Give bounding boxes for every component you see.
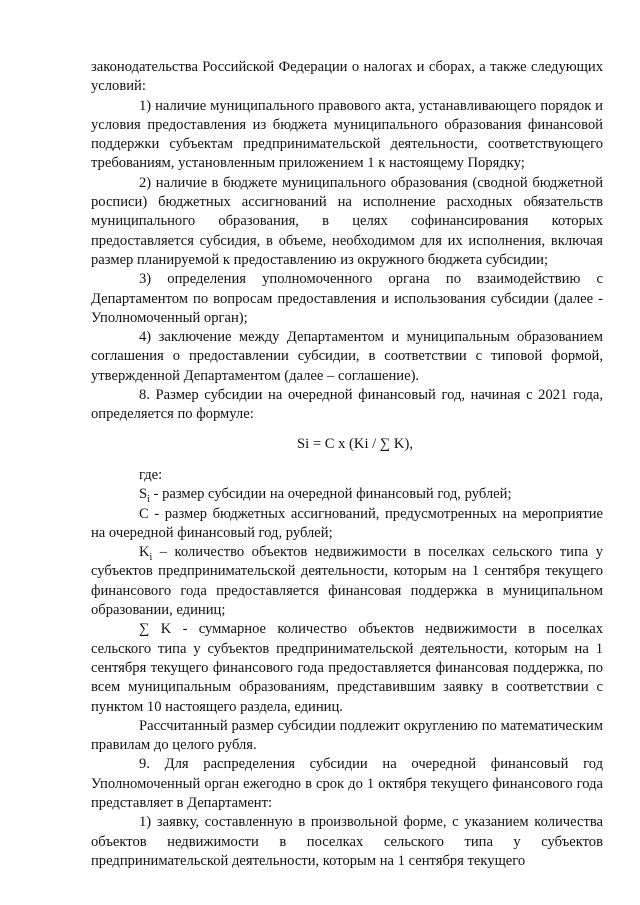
symbol-k: K [139, 544, 150, 561]
where-label: где: [139, 466, 163, 483]
subscript-i: i [149, 552, 153, 564]
rounding-rule: Рассчитанный размер субсидии подлежит округлению по математическим правилам до целого рубля. [91, 717, 603, 754]
item-9: 9. Для распределения субсидии на очередной финансовый год Уполномоченный орган ежегодно в срок до 1 октября текущего финансового года представляет в Департамент: [91, 756, 603, 811]
definition-ki-text: – количество объектов недвижимости в поселках сельского типа у субъектов предпринимательской деятельности, которым на 1 сентября текущего финансового года предоставляется финансовая поддержка в муниципальном образовании, единиц; [91, 544, 603, 619]
definition-ki [91, 543, 603, 620]
paragraph-intro: законодательства Российской Федерации о налогах и сборах, а также следующих условий: [91, 59, 603, 95]
definition-sum-k: ∑ K - суммарное количество объектов недвижимости в поселках сельского типа у субъектов предпринимательской деятельности, которым на 1 сентября текущего финансового года предоставляется финансовая поддержка, по всем муниципальным образованиям, представившим заявку в соответствии с пунктом 10 настоящего раздела, единиц. [91, 621, 603, 715]
subsidy-formula: Si = C x (Ki / ∑ K), [297, 435, 413, 452]
definition-c: C - размер бюджетных ассигнований, предусмотренных на мероприятие на очередной финансовый год, рублей; [91, 505, 603, 541]
definition-si-text: - размер субсидии на очередной финансовый год, рублей; [149, 486, 512, 503]
item-9-1: 1) заявку, составленную в произвольной форме, с указанием количества объектов недвижимости в поселках сельского типа у субъектов предпринимательской деятельности, которым на 1 сентября текущего [91, 814, 603, 869]
condition-3: 3) определения уполномоченного органа по взаимодействию с Департаментом по вопросам предоставления и использования субсидии (далее - Уполномоченный орган); [91, 271, 603, 326]
item-8: 8. Размер субсидии на очередной финансовый год, начиная с 2021 года, определяется по формуле: [91, 387, 603, 423]
condition-1: 1) наличие муниципального правового акта, устанавливающего порядок и условия предоставления из бюджета муниципального образования финансовой поддержки субъектам предпринимательской деятельности, соответствующего требованиям, установленным приложением 1 к настоящему Порядку; [91, 97, 603, 172]
definition-si [91, 485, 603, 504]
condition-2: 2) наличие в бюджете муниципального образования (сводной бюджетной росписи) бюджетных ассигнований на исполнение расходных обязательств муниципального образования, в целях софинансирования которых предоставляется субсидия, в объеме, необходимом для их исполнения, включая размер планируемой к предоставлению из окружного бюджета субсидии; [91, 174, 603, 268]
symbol-s: S [139, 486, 148, 503]
subscript-i: i [147, 494, 150, 506]
condition-4: 4) заключение между Департаментом и муниципальным образованием соглашения о предоставлении субсидии, в соответствии с типовой формой, утвержденной Департаментом (далее – соглашение). [91, 329, 603, 384]
